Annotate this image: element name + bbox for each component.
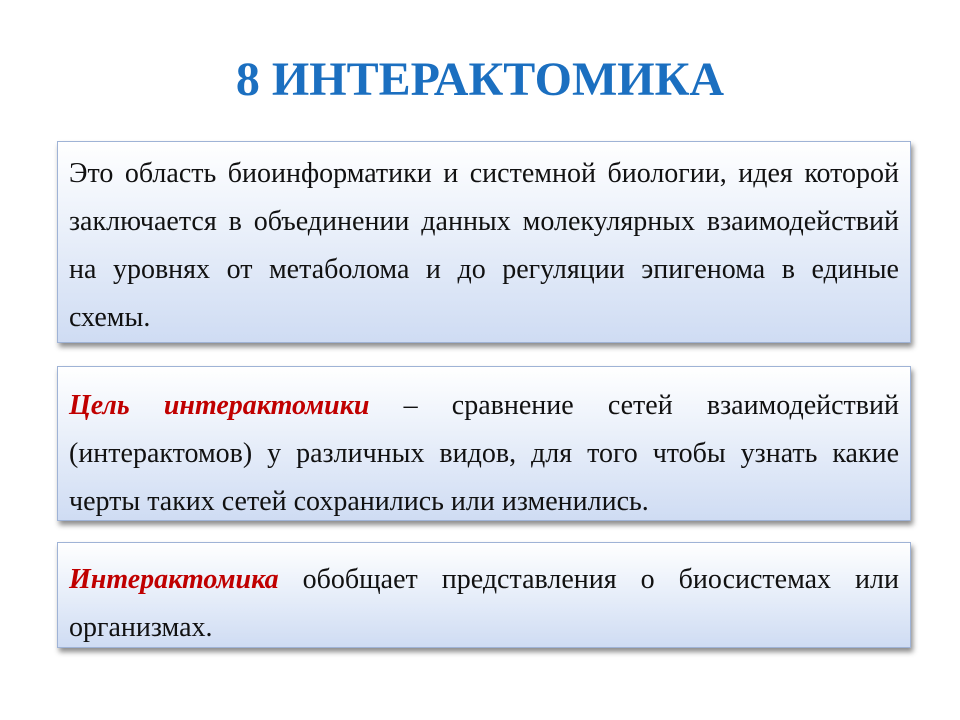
slide-title: 8 ИНТЕРАКТОМИКА [235,53,725,106]
summary-highlight: Интерактомика [69,564,279,595]
goal-text: – сравнение сетей взаимодействий (интерактомов) у различных видов, для того чтобы узнать какие черты таких сетей сохранились или изменились. [69,390,899,517]
summary-box [57,542,911,648]
goal-box [57,366,911,521]
summary-text: обобщает представления о биосистемах или организмах. [69,564,899,643]
definition-box [57,141,911,343]
definition-text: Это область биоинформатики и системной биологии, идея которой заключается в объединении данных молекулярных взаимодействий на уровнях от метаболома и до регуляции эпигенома в единые схемы. [69,158,899,333]
goal-highlight: Цель интерактомики [69,390,370,421]
